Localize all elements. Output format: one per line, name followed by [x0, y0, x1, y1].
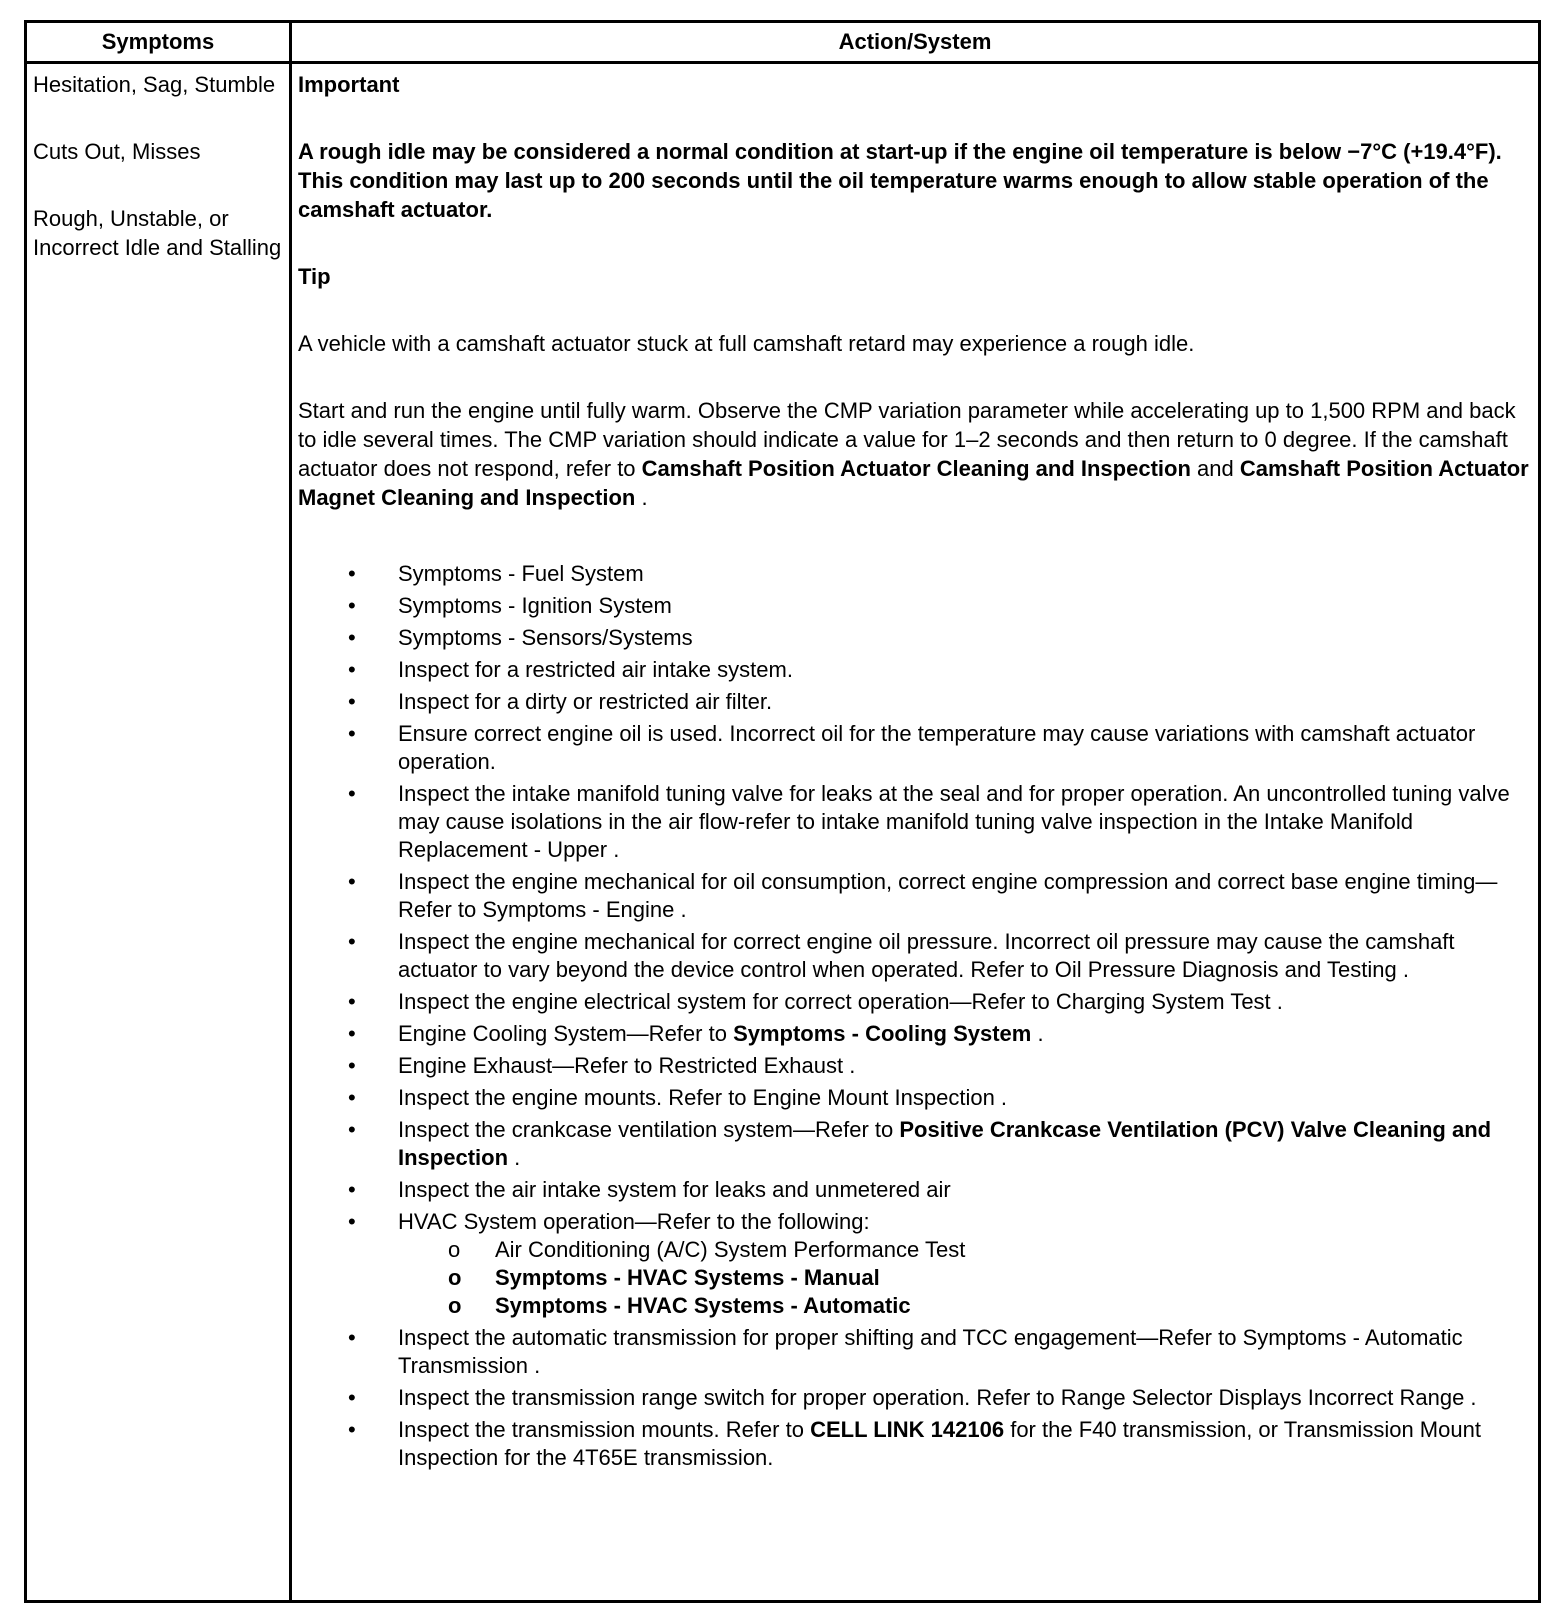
list-item-text: Inspect the transmission mounts. Refer to [398, 1417, 811, 1442]
list-item [298, 1116, 1532, 1172]
list-item [298, 1208, 1532, 1320]
tip-text: A vehicle with a camshaft actuator stuck at full camshaft retard may experience a rough idle. [298, 331, 1195, 356]
action-cell [291, 63, 1540, 1602]
symptom-hesitation: Hesitation, Sag, Stumble [33, 72, 276, 97]
list-item: • Symptoms - Fuel System [298, 560, 1532, 588]
procedure-part: and [1190, 456, 1240, 481]
symptoms-cell [26, 63, 291, 1602]
list-item-text: Engine Cooling System—Refer to [398, 1021, 734, 1046]
list-item: • Symptoms - Sensors/Systems [298, 624, 1532, 652]
table-row [26, 63, 1540, 1602]
header-row [26, 22, 1540, 63]
list-item: • Inspect the engine electrical system for correct operation—Refer to Charging System Test . [298, 988, 1532, 1016]
link-camshaft-actuator-cleaning[interactable]: Camshaft Position Actuator Cleaning and Inspection [641, 456, 1191, 481]
sub-list-item: o Air Conditioning (A/C) System Performance Test [398, 1236, 1532, 1264]
list-item-text: Inspect the crankcase ventilation system—Refer to [398, 1117, 900, 1142]
procedure-text [298, 396, 1532, 512]
symptom-table [24, 20, 1541, 1603]
important-text: A rough idle may be considered a normal condition at start-up if the engine oil temperature is below −7°C (+19.4°F). This condition may last up to 200 seconds until the oil temperature warms enough to allow stable operation of the camshaft actuator. [298, 139, 1502, 222]
procedure-part: Start and run the engine until fully warm. Observe the CMP variation parameter while accelerating up to 1,500 RPM and back to idle several times. The CMP variation should indicate a value for 1–2 seconds and then return to 0 degree. If the camshaft actuator does not respond, refer to [298, 398, 1516, 481]
list-item: • Symptoms - Ignition System [298, 592, 1532, 620]
link-pcv-valve-cleaning[interactable]: Positive Crankcase Ventilation (PCV) Valve Cleaning and Inspection [398, 1117, 1492, 1170]
action-list [298, 560, 1532, 1472]
tip-label: Tip [298, 264, 331, 289]
list-item: • Inspect for a restricted air intake system. [298, 656, 1532, 684]
list-item: • Inspect the automatic transmission for proper shifting and TCC engagement—Refer to Symptoms - Automatic Transmission . [298, 1324, 1532, 1380]
list-item-text: HVAC System operation—Refer to the following: [398, 1209, 870, 1234]
list-item: • Inspect the air intake system for leaks and unmetered air [298, 1176, 1532, 1204]
list-item-text: . [508, 1145, 521, 1170]
list-item: • Inspect for a dirty or restricted air filter. [298, 688, 1532, 716]
list-item-text: . [1031, 1021, 1044, 1046]
link-cell-142106[interactable]: CELL LINK 142106 [810, 1417, 1005, 1442]
important-label: Important [298, 72, 400, 97]
link-hvac-manual[interactable]: o Symptoms - HVAC Systems - Manual [398, 1264, 1532, 1292]
list-item: • Inspect the engine mechanical for correct engine oil pressure. Incorrect oil pressure may cause the camshaft actuator to vary beyond the device control when operated. Refer to Oil Pressure Diagnosis and Testing . [298, 928, 1532, 984]
link-camshaft-magnet-cleaning[interactable]: Camshaft Position Actuator Magnet Cleaning and Inspection [298, 456, 1529, 510]
hvac-sublist [398, 1236, 1532, 1320]
list-item: • Inspect the engine mechanical for oil consumption, correct engine compression and correct base engine timing—Refer to Symptoms - Engine . [298, 868, 1532, 924]
list-item-text: for the F40 transmission, or Transmission Mount Inspection for the 4T65E transmission. [398, 1417, 1481, 1470]
header-action-system: Action/System [291, 22, 1540, 63]
list-item: • Engine Exhaust—Refer to Restricted Exhaust . [298, 1052, 1532, 1080]
header-symptoms: Symptoms [26, 22, 291, 63]
list-item: • Inspect the intake manifold tuning valve for leaks at the seal and for proper operation. An uncontrolled tuning valve may cause isolations in the air flow-refer to intake manifold tuning valve inspection in the Intake Manifold Replacement - Upper . [298, 780, 1532, 864]
list-item: • Ensure correct engine oil is used. Incorrect oil for the temperature may cause variations with camshaft actuator operation. [298, 720, 1532, 776]
list-item: • Inspect the transmission range switch for proper operation. Refer to Range Selector Displays Incorrect Range . [298, 1384, 1532, 1412]
procedure-part: . [635, 485, 648, 510]
symptom-cuts-out: Cuts Out, Misses [33, 139, 201, 164]
list-item [298, 1416, 1532, 1472]
list-item [298, 1020, 1532, 1048]
list-item: • Inspect the engine mounts. Refer to Engine Mount Inspection . [298, 1084, 1532, 1112]
symptom-rough-idle: Rough, Unstable, or Incorrect Idle and Stalling [33, 206, 282, 260]
link-symptoms-cooling[interactable]: Symptoms - Cooling System [733, 1021, 1032, 1046]
link-hvac-automatic[interactable]: o Symptoms - HVAC Systems - Automatic [398, 1292, 1532, 1320]
